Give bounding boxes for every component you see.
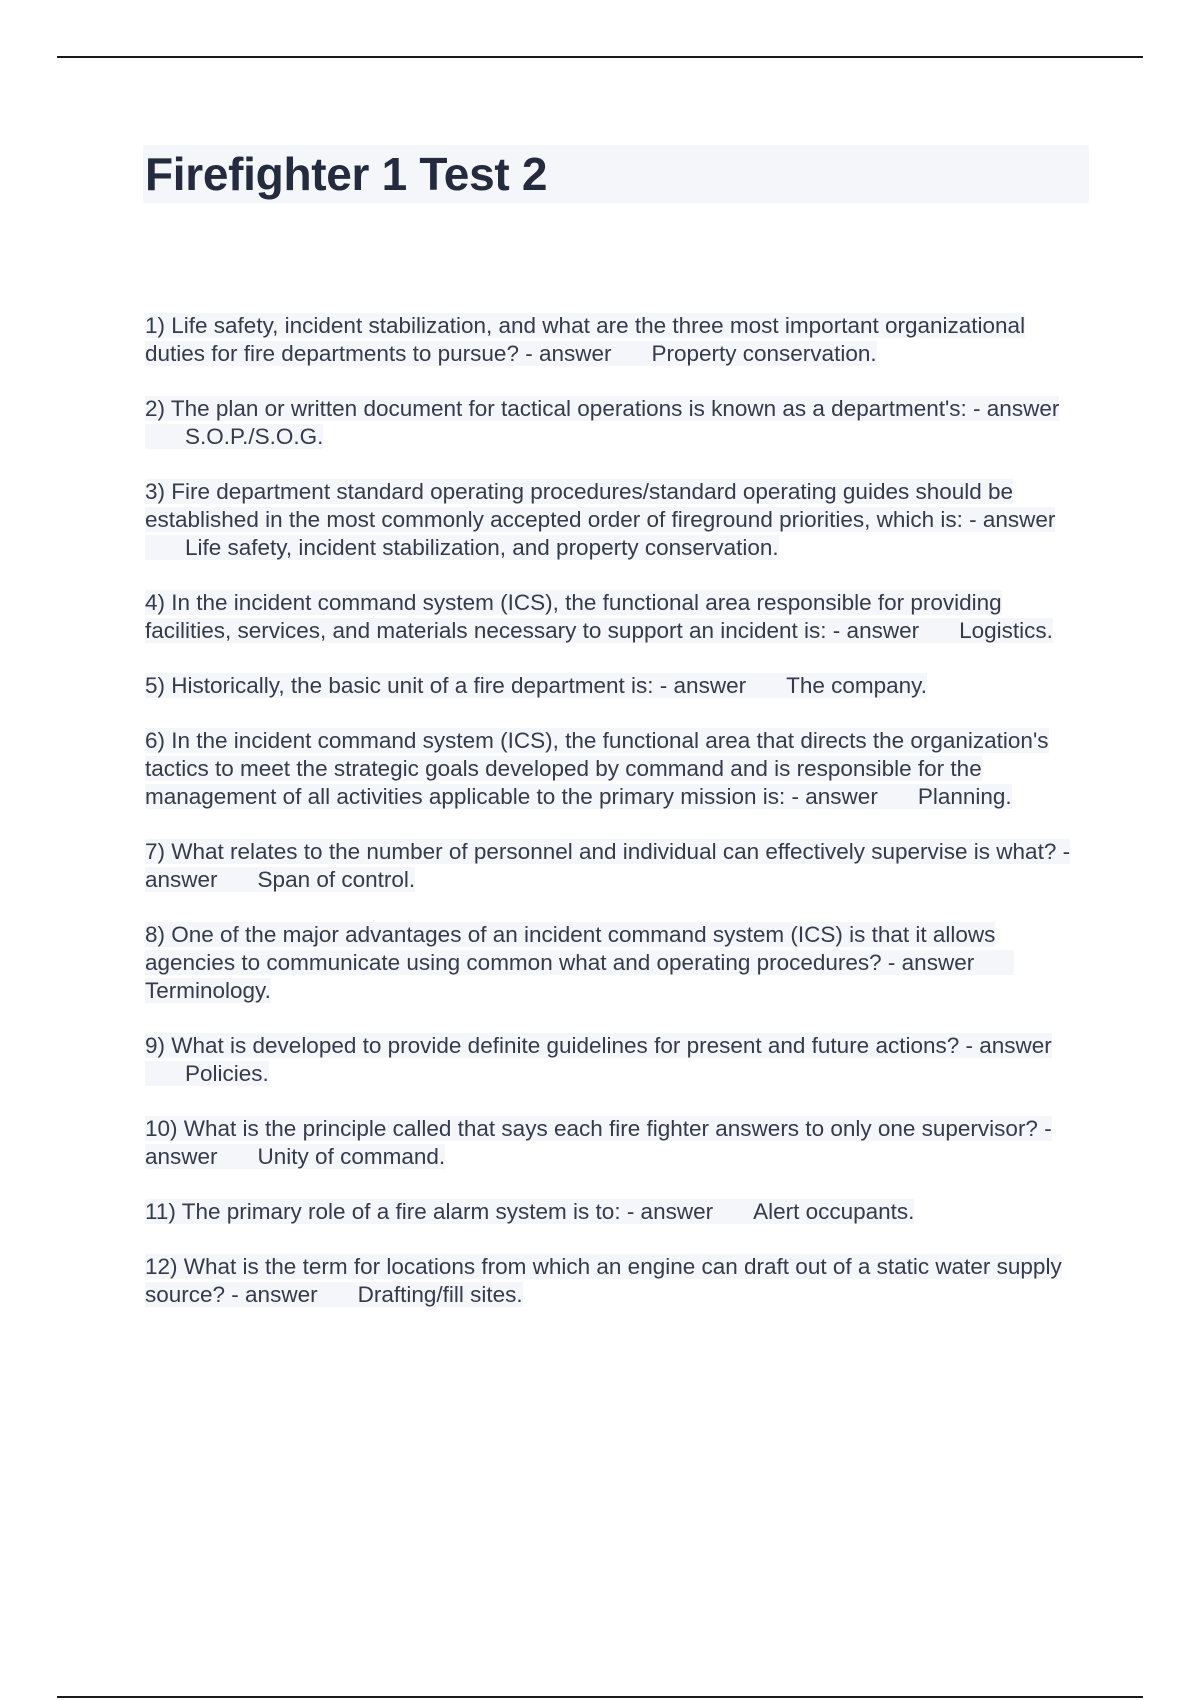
qa-item-7-text — [145, 839, 1070, 892]
answer-text: Planning. — [917, 784, 1012, 809]
question-text: 5) Historically, the basic unit of a fire department is: - answer — [145, 673, 747, 698]
question-text: 8) One of the major advantages of an incident command system (ICS) is that it allows agencies to communicate using common what and operating procedures? - answer — [145, 922, 996, 975]
answer-text: The company. — [786, 673, 927, 698]
qa-item-3 — [145, 478, 1085, 562]
title-band — [143, 145, 1089, 203]
qa-item-9-text — [145, 1033, 1052, 1086]
answer-text: Alert occupants. — [753, 1199, 915, 1224]
answer-text: Logistics. — [959, 618, 1053, 643]
top-rule — [57, 56, 1143, 58]
qa-item-5 — [145, 672, 1085, 700]
answer-text: Drafting/fill sites. — [357, 1282, 523, 1307]
qa-item-10-text — [145, 1116, 1052, 1169]
question-text: 2) The plan or written document for tactical operations is known as a department's: - answer — [145, 396, 1060, 421]
qa-item-11-text — [145, 1199, 914, 1224]
qa-item-2 — [145, 395, 1085, 451]
qa-item-7 — [145, 838, 1085, 894]
qa-item-9 — [145, 1032, 1085, 1088]
qa-list — [145, 312, 1085, 1336]
answer-text: Policies. — [185, 1061, 269, 1086]
answer-text: Property conservation. — [651, 341, 877, 366]
qa-item-6-text — [145, 728, 1049, 809]
qa-item-8 — [145, 921, 1085, 1005]
answer-text: Unity of command. — [257, 1144, 446, 1169]
question-text: 10) What is the principle called that says each fire fighter answers to only one supervisor? - answer — [145, 1116, 1052, 1169]
question-text: 12) What is the term for locations from which an engine can draft out of a static water supply source? - answer — [145, 1254, 1062, 1307]
qa-item-6 — [145, 727, 1085, 811]
document-title: Firefighter 1 Test 2 — [145, 148, 548, 200]
qa-item-11 — [145, 1198, 1085, 1226]
question-text: 3) Fire department standard operating procedures/standard operating guides should be established in the most commonly accepted order of fireground priorities, which is: - answer — [145, 479, 1056, 532]
question-text: 4) In the incident command system (ICS), the functional area responsible for providing facilities, services, and materials necessary to support an incident is: - answer — [145, 590, 1002, 643]
qa-item-12-text — [145, 1254, 1062, 1307]
answer-text: Life safety, incident stabilization, and property conservation. — [185, 535, 779, 560]
answer-text: Span of control. — [257, 867, 416, 892]
question-text: 7) What relates to the number of personnel and individual can effectively supervise is what? - answer — [145, 839, 1071, 892]
qa-item-8-text — [145, 922, 1014, 1003]
question-text: 11) The primary role of a fire alarm system is to: - answer — [145, 1199, 714, 1224]
qa-item-4-text — [145, 590, 1053, 643]
qa-item-5-text — [145, 673, 927, 698]
qa-item-10 — [145, 1115, 1085, 1171]
answer-text: Terminology. — [145, 978, 271, 1003]
qa-item-1 — [145, 312, 1085, 368]
qa-item-1-text — [145, 313, 1025, 366]
qa-item-12 — [145, 1253, 1085, 1309]
qa-item-2-text — [145, 396, 1059, 449]
question-text: 1) Life safety, incident stabilization, and what are the three most important organizational duties for fire departments to pursue? - answer — [145, 313, 1026, 366]
answer-text: S.O.P./S.O.G. — [185, 424, 324, 449]
qa-item-4 — [145, 589, 1085, 645]
bottom-rule — [57, 1696, 1143, 1698]
question-text: 9) What is developed to provide definite guidelines for present and future actions? - answer — [145, 1033, 1052, 1058]
qa-item-3-text — [145, 479, 1055, 560]
question-text: 6) In the incident command system (ICS), the functional area that directs the organization's tactics to meet the strategic goals developed by command and is responsible for the management of all activities applicable to the primary mission is: - answer — [145, 728, 1049, 809]
